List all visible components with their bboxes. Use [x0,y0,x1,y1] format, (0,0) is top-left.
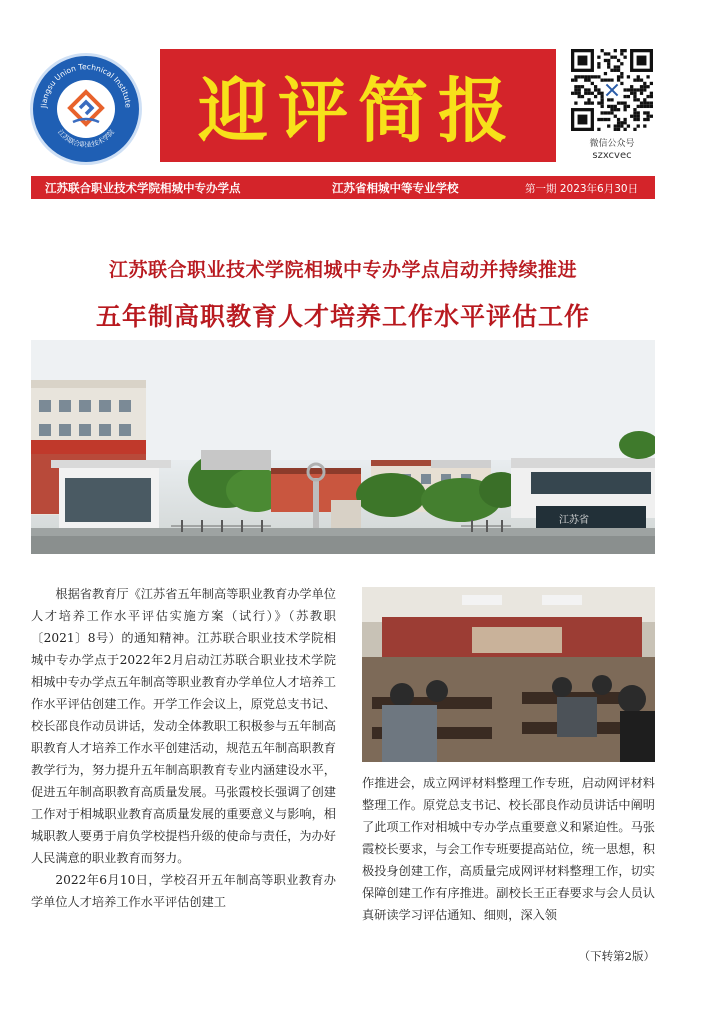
qr-module [633,98,636,101]
qr-module [578,95,581,98]
qr-module [620,124,623,127]
banner-issue-date: 第一期 2023年6月30日 [525,183,639,195]
qr-caption-label: 微信公众号 [589,139,635,149]
qr-module [604,118,607,121]
qr-module [640,105,643,108]
qr-module [617,101,620,104]
qr-module [591,101,594,104]
qr-module [594,88,597,91]
qr-module [584,79,587,82]
qr-module [581,85,584,88]
qr-module [620,52,623,55]
qr-caption-account: szxcvec [592,150,632,161]
qr-module [610,105,613,108]
qr-module [640,101,643,104]
qr-module [620,72,623,75]
school-logo [30,53,142,165]
campus-scene [31,340,655,554]
qr-module [604,79,607,82]
qr-module [627,95,630,98]
qr-module [620,75,623,78]
qr-module [623,118,626,121]
qr-module [633,92,636,95]
qr-module [614,115,617,118]
qr-module [617,124,620,127]
qr-module [623,101,626,104]
qr-module [584,75,587,78]
qr-module [643,111,646,114]
qr-module [620,82,623,85]
qr-module [610,98,613,101]
qr-module [610,108,613,111]
qr-module [607,62,610,65]
masthead-title: 迎评简报 [198,70,518,152]
qr-module [630,115,633,118]
qr-module [607,124,610,127]
qr-module [617,108,620,111]
qr-module [607,118,610,121]
qr-module [604,111,607,114]
qr-module [633,115,636,118]
qr-module [643,98,646,101]
qr-module [607,111,610,114]
banner-school: 江苏省相城中等专业学校 [332,181,459,195]
logo-emblem [57,80,115,138]
qr-module [581,95,584,98]
qr-module [597,118,600,121]
qr-module [578,75,581,78]
qr-module [637,118,640,121]
qr-module [597,75,600,78]
qr-module [610,111,613,114]
qr-module [578,88,581,91]
qr-module [627,88,630,91]
qr-module [630,88,633,91]
qr-module [587,101,590,104]
qr-module [646,95,649,98]
qr-module [581,75,584,78]
qr-module [591,82,594,85]
qr-module [617,121,620,124]
qr-module [571,79,574,82]
qr-module [630,85,633,88]
article-left-column [31,583,336,913]
qr-module [601,118,604,121]
meeting-photo [362,587,655,762]
qr-module [607,79,610,82]
qr-module [617,128,620,131]
qr-module [650,101,653,104]
qr-module [574,75,577,78]
qr-module [623,49,626,52]
qr-module [584,88,587,91]
qr-module [597,92,600,95]
qr-module [646,75,649,78]
logo-ring-text-top: Jiangsu Union Technical Institute [39,62,133,109]
qr-module [597,62,600,65]
qr-module [610,69,613,72]
qr-module [574,88,577,91]
qr-module [617,59,620,62]
qr-module [594,75,597,78]
qr-module [650,95,653,98]
qr-module [587,92,590,95]
qr-module [601,98,604,101]
campus-sign-text-top: 江苏省 [559,515,589,526]
qr-module [643,105,646,108]
qr-module [594,95,597,98]
qr-module [607,52,610,55]
meeting-scene [362,587,655,762]
qr-module [610,56,613,59]
article-right-column [362,772,655,926]
continued-notice: （下转第2版） [578,949,655,963]
qr-module [643,88,646,91]
qr-module [627,75,630,78]
qr-module [614,56,617,59]
qr-module [633,88,636,91]
article-paragraph-continued: 作推进会，成立网评材料整理工作专班，启动网评材料整理工作。原党总支书记、校长邵良作动员讲话中阐明了此项工作对相城中专办学点重要意义和紧迫性。马张霞校长要求，与会工作专班要提高站位，统一思想，积极投身创建工作，高质量完成网评材料整理工作，切实保障创建工作有序推进。副校长王正春要求与会人员认真研读学习评估通知、细则，深入领 [362,776,655,922]
qr-module [601,105,604,108]
qr-module [646,105,649,108]
qr-module [640,88,643,91]
qr-module [614,128,617,131]
qr-module [633,118,636,121]
qr-module [623,128,626,131]
qr-module [637,98,640,101]
qr-module [623,105,626,108]
qr-module [614,108,617,111]
qr-finder-pattern [637,56,647,66]
qr-module [601,111,604,114]
qr-module [574,92,577,95]
headline-line-2: 五年制高职教育人才培养工作水平评估工作 [95,302,590,331]
qr-module [633,111,636,114]
qr-module [640,85,643,88]
qr-module [604,52,607,55]
qr-module [650,92,653,95]
qr-module [637,105,640,108]
qr-module [601,49,604,52]
qr-module [574,85,577,88]
qr-module [607,105,610,108]
qr-module [650,82,653,85]
qr-module [601,79,604,82]
qr-module [597,88,600,91]
qr-module [623,88,626,91]
qr-module [623,108,626,111]
qr-module [650,105,653,108]
qr-module [620,121,623,124]
qr-module [640,79,643,82]
qr-module [614,69,617,72]
qr-module [607,59,610,62]
qr-module [617,65,620,68]
article-paragraph-1: 根据省教育厅《江苏省五年制高等职业教育办学单位人才培养工作水平评估实施方案（试行）》（苏教职〔2021〕8号）的通知精神。江苏联合职业技术学院相城中专办学点于2022年2月启动江苏联合职业技术学院相城中专办学点五年制高等职业教育办学单位人才培养工作水平评估创建工作。开学工作会议上，原党总支书记、校长邵良作动员讲话，发动全体教职工积极参与五年制高职教育人才培养工作水平创建活动，规范五年制高职教育教学行为，努力提升五年制高职教育专业内涵建设水平，促进五年制高职教育高质量发展。马张霞校长强调了创建工作对于相城职业教育高质量发展的重要意义与影响，相城职教人要勇于肩负学校提档升级的使命与责任，为办好人民满意的职业教育而努力。 [31,587,336,865]
qr-module [646,111,649,114]
qr-module [594,85,597,88]
qr-module [607,65,610,68]
qr-module [646,115,649,118]
qr-module [587,75,590,78]
qr-module [637,88,640,91]
qr-module [637,75,640,78]
qr-module [627,124,630,127]
qr-module [614,65,617,68]
qr-module [640,92,643,95]
qr-module [620,49,623,52]
qr-caption [570,138,654,162]
qr-module [601,95,604,98]
qr-module [587,79,590,82]
qr-module [587,88,590,91]
qr-module [578,85,581,88]
qr-module [643,118,646,121]
qr-module [597,128,600,131]
qr-module [646,118,649,121]
banner-institution: 江苏联合职业技术学院相城中专办学点 [45,181,241,195]
qr-module [617,118,620,121]
qr-module [571,92,574,95]
qr-module [584,92,587,95]
qr-module [646,85,649,88]
qr-module [633,79,636,82]
qr-module [614,49,617,52]
campus-gate-photo [31,340,655,554]
qr-code-icon [571,49,653,131]
article-paragraph-2: 2022年6月10日，学校召开五年制高等职业教育办学单位人才培养工作水平评估创建工 [31,873,336,909]
qr-module [584,101,587,104]
qr-module [574,101,577,104]
qr-module [620,62,623,65]
logo-ring-text-bottom: 江苏联合职业技术学院 [56,128,116,150]
qr-module [574,79,577,82]
qr-module [607,98,610,101]
qr-module [623,121,626,124]
wechat-qr-code [571,49,653,131]
qr-module [650,115,653,118]
qr-module [617,75,620,78]
qr-module [617,79,620,82]
qr-module [643,101,646,104]
qr-module [643,85,646,88]
qr-module [601,101,604,104]
qr-module [604,72,607,75]
qr-module [578,92,581,95]
qr-finder-pattern [578,115,588,125]
qr-module [643,124,646,127]
qr-module [633,108,636,111]
qr-module [630,92,633,95]
qr-module [623,56,626,59]
qr-module [637,79,640,82]
qr-module [637,115,640,118]
qr-module [637,124,640,127]
info-banner [31,176,655,199]
qr-module [614,124,617,127]
headline-line-1: 江苏联合职业技术学院相城中专办学点启动并持续推进 [108,259,577,281]
logo-mark-icon [67,89,105,127]
qr-module [591,75,594,78]
qr-module [646,101,649,104]
qr-module [597,56,600,59]
qr-module [614,105,617,108]
qr-module [604,59,607,62]
qr-module [637,111,640,114]
qr-module [643,82,646,85]
qr-module [597,101,600,104]
qr-module [601,92,604,95]
qr-module [633,128,636,131]
qr-module [591,92,594,95]
qr-module [627,105,630,108]
qr-module [633,95,636,98]
qr-module [623,95,626,98]
qr-module [620,101,623,104]
masthead [160,49,556,162]
qr-module [610,79,613,82]
qr-module [617,69,620,72]
qr-module [597,65,600,68]
qr-module [587,98,590,101]
qr-finder-pattern [578,56,588,66]
